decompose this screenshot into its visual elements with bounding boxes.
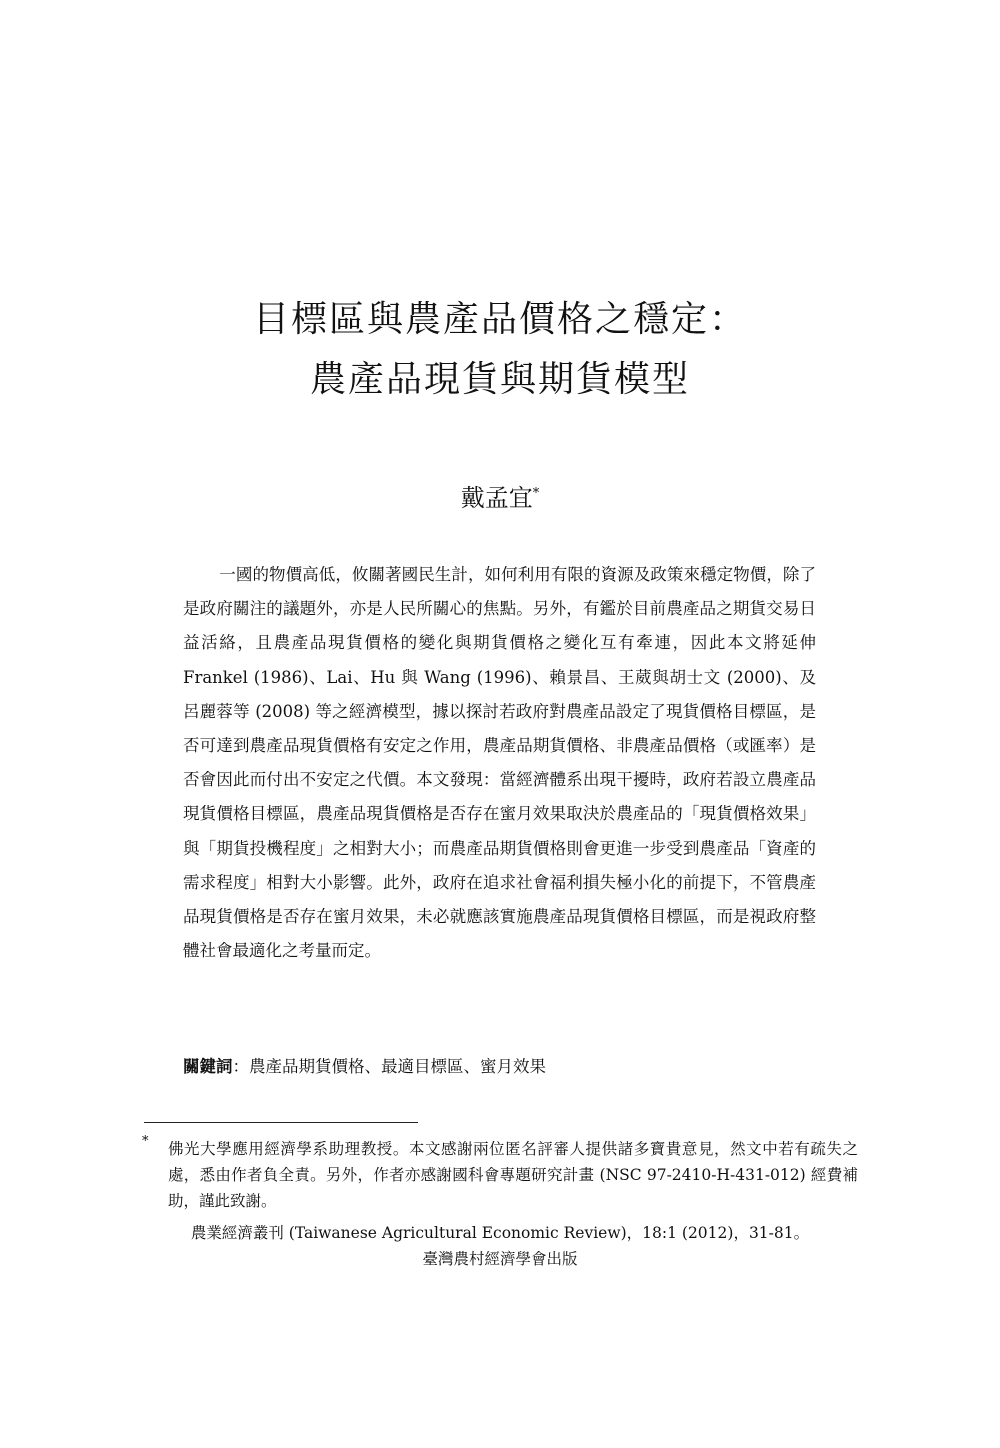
footnote-text: 佛光大學應用經濟學系助理教授。本文感謝兩位匿名評審人提供諸多寶貴意見，然文中若有疏失之處，悉由作者負全責。另外，作者亦感謝國科會專題研究計畫 (NSC 97-2410-H-431-012) 經費補助，謹此致謝。 bbox=[168, 1140, 858, 1210]
paper-title bbox=[0, 290, 1000, 410]
footnote-divider bbox=[144, 1122, 418, 1123]
journal-info bbox=[0, 1220, 1000, 1272]
journal-publisher: 臺灣農村經濟學會出版 bbox=[422, 1250, 578, 1268]
title-line-1: 目標區與農產品價格之穩定： bbox=[252, 299, 747, 340]
author-name: 戴孟宜 bbox=[460, 484, 533, 512]
abstract-paragraph: 一國的物價高低，攸關著國民生計，如何利用有限的資源及政策來穩定物價，除了是政府關注的議題外，亦是人民所關心的焦點。另外，有鑑於目前農產品之期貨交易日益活絡，且農產品現貨價格的變化與期貨價格之變化互有牽連，因此本文將延伸 Frankel (1986)、Lai、Hu 與 Wang (1996)、賴景昌、王葳與胡士文 (2000)、及呂麗蓉等 (2008) 等之經濟模型，據以探討若政府對農產品設定了現貨價格目標區，是否可達到農產品現貨價格有安定之作用，農產品期貨價格、非農產品價格（或匯率）是否會因此而付出不安定之代價。本文發現：當經濟體系出現干擾時，政府若設立農產品現貨價格目標區，農產品現貨價格是否存在蜜月效果取決於農產品的「現貨價格效果」與「期貨投機程度」之相對大小；而農產品期貨價格則會更進一步受到農產品「資產的需求程度」相對大小影響。此外，政府在追求社會福利損失極小化的前提下，不管農產品現貨價格是否存在蜜月效果，未必就應該實施農產品現貨價格目標區，而是視政府整體社會最適化之考量而定。 bbox=[183, 565, 816, 961]
author-footnote-mark: * bbox=[532, 486, 540, 501]
title-line-2: 農產品現貨與期貨模型 bbox=[309, 359, 690, 400]
keywords-label: 關鍵詞 bbox=[183, 1057, 233, 1076]
keywords-separator: ： bbox=[232, 1057, 249, 1076]
author-line bbox=[0, 478, 1000, 518]
footnote-mark: * bbox=[142, 1134, 149, 1149]
keywords-terms: 農產品期貨價格、最適目標區、蜜月效果 bbox=[249, 1057, 546, 1076]
keywords-line bbox=[183, 1052, 816, 1082]
journal-citation: 農業經濟叢刊 (Taiwanese Agricultural Economic Review)，18:1 (2012)，31-81。 bbox=[190, 1224, 810, 1242]
